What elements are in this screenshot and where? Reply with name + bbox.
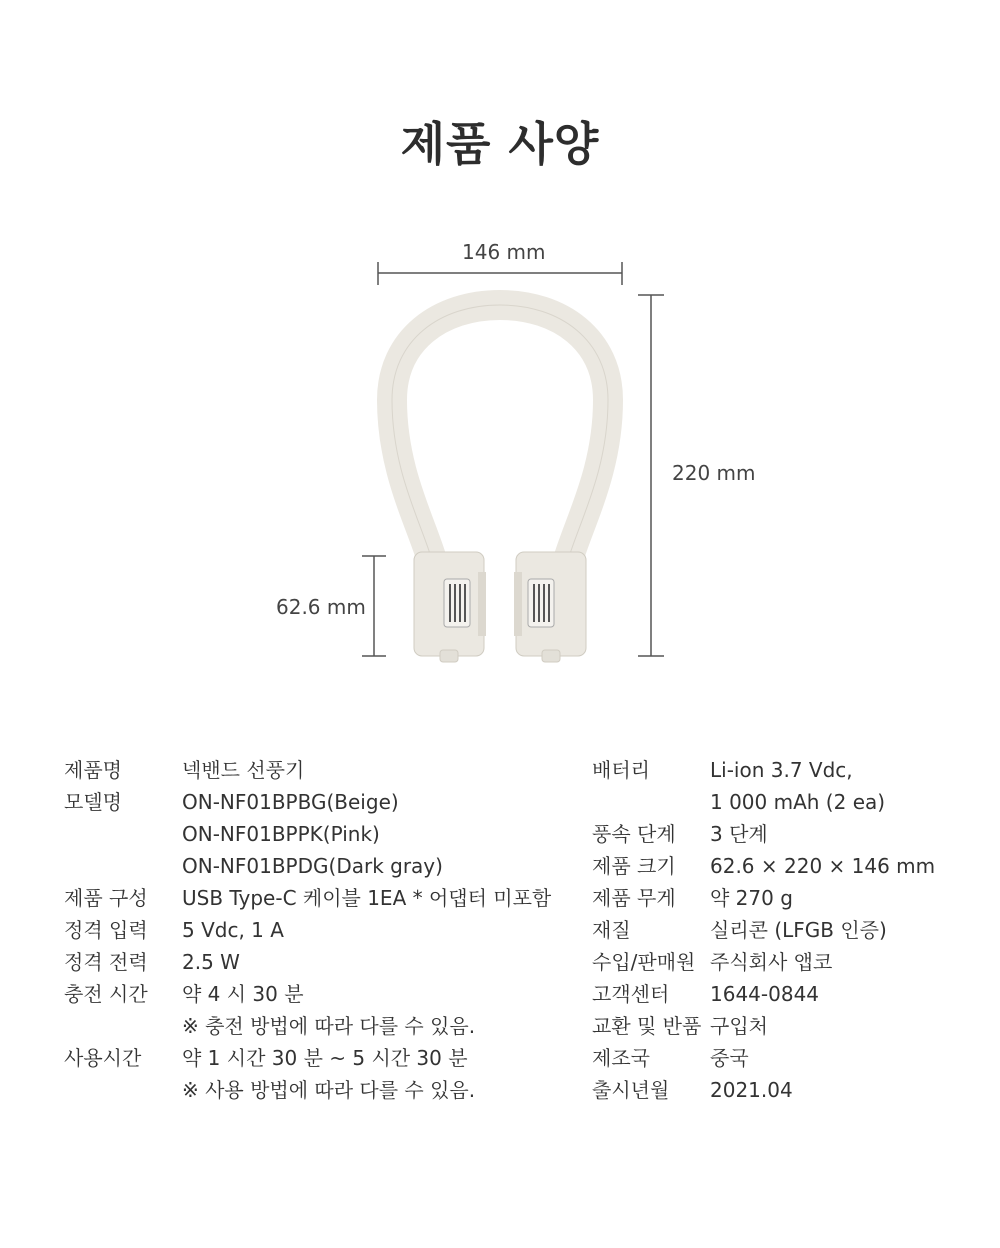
spec-value: 구입처 [710,1014,768,1038]
spec-value: 1644-0844 [710,982,820,1006]
spec-label [64,1074,182,1106]
spec-label [592,786,710,818]
spec-value: 1 000 mAh (2 ea) [710,790,886,814]
spec-row [592,818,935,850]
left-fan-body [414,552,486,662]
spec-label [64,1010,182,1042]
height-dimension-label: 220 mm [672,461,756,485]
spec-label: 교환 및 반품 [592,1014,702,1038]
spec-label: 수입/판매원 [592,950,696,974]
spec-label: 사용시간 [64,1046,142,1070]
spec-label: 제품 무게 [592,886,676,910]
spec-label: 배터리 [592,758,650,782]
spec-value: 약 4 시 30 분 [182,982,304,1006]
spec-label: 출시년월 [592,1078,670,1102]
spec-row [592,786,935,818]
spec-value: ※ 충전 방법에 따라 다를 수 있음. [182,1014,476,1038]
spec-value: Li-ion 3.7 Vdc, [710,758,853,782]
spec-value: 주식회사 앱코 [710,950,833,974]
spec-value: 중국 [710,1046,749,1070]
spec-row [592,1074,935,1106]
spec-row [592,1042,935,1074]
spec-row [592,946,935,978]
spec-row [592,882,935,914]
spec-value: ※ 사용 방법에 따라 다를 수 있음. [182,1078,476,1102]
spec-label: 모델명 [64,790,122,814]
spec-label: 제품 구성 [64,886,148,910]
spec-value: 3 단계 [710,822,768,846]
spec-label: 고객센터 [592,982,670,1006]
spec-row [64,1074,551,1106]
spec-value: 넥밴드 선풍기 [182,758,305,782]
spec-value: USB Type-C 케이블 1EA * 어댑터 미포함 [182,886,552,910]
spec-value: 62.6 × 220 × 146 mm [710,854,936,878]
spec-row [592,850,935,882]
spec-row [64,946,551,978]
spec-label: 정격 입력 [64,918,148,942]
spec-table-right [592,754,935,1106]
spec-row [592,978,935,1010]
width-dimension-label: 146 mm [462,240,546,264]
spec-value: ON-NF01BPPK(Pink) [182,822,380,846]
spec-value: ON-NF01BPBG(Beige) [182,790,399,814]
spec-row [64,978,551,1010]
spec-row [64,850,551,882]
spec-row [64,1010,551,1042]
spec-label: 풍속 단계 [592,822,676,846]
spec-value: 약 1 시간 30 분 ~ 5 시간 30 분 [182,1046,468,1070]
spec-row [64,1042,551,1074]
spec-table-left [64,754,551,1106]
spec-row [64,882,551,914]
spec-row [64,786,551,818]
width-dimension-line [378,262,622,285]
spec-value: 5 Vdc, 1 A [182,918,284,942]
page-title: 제품 사양 [400,117,600,171]
spec-label: 충전 시간 [64,982,148,1006]
spec-value: 약 270 g [710,886,793,910]
right-fan-body [514,552,586,662]
body-height-dimension-label: 62.6 mm [276,595,366,619]
spec-row [592,1010,935,1042]
height-dimension-line [638,295,664,656]
spec-value: ON-NF01BPDG(Dark gray) [182,854,443,878]
spec-label: 정격 전력 [64,950,148,974]
spec-value: 2.5 W [182,950,240,974]
spec-row [64,818,551,850]
spec-row [592,754,935,786]
spec-value: 2021.04 [710,1078,793,1102]
spec-row [592,914,935,946]
spec-label: 제품명 [64,758,122,782]
spec-label [64,850,182,882]
spec-label: 재질 [592,918,631,942]
neckband-arc [392,305,608,560]
spec-label: 제조국 [592,1046,650,1070]
spec-row [64,754,551,786]
spec-row [64,914,551,946]
spec-label: 제품 크기 [592,854,676,878]
spec-label [64,818,182,850]
spec-value: 실리콘 (LFGB 인증) [710,918,887,942]
